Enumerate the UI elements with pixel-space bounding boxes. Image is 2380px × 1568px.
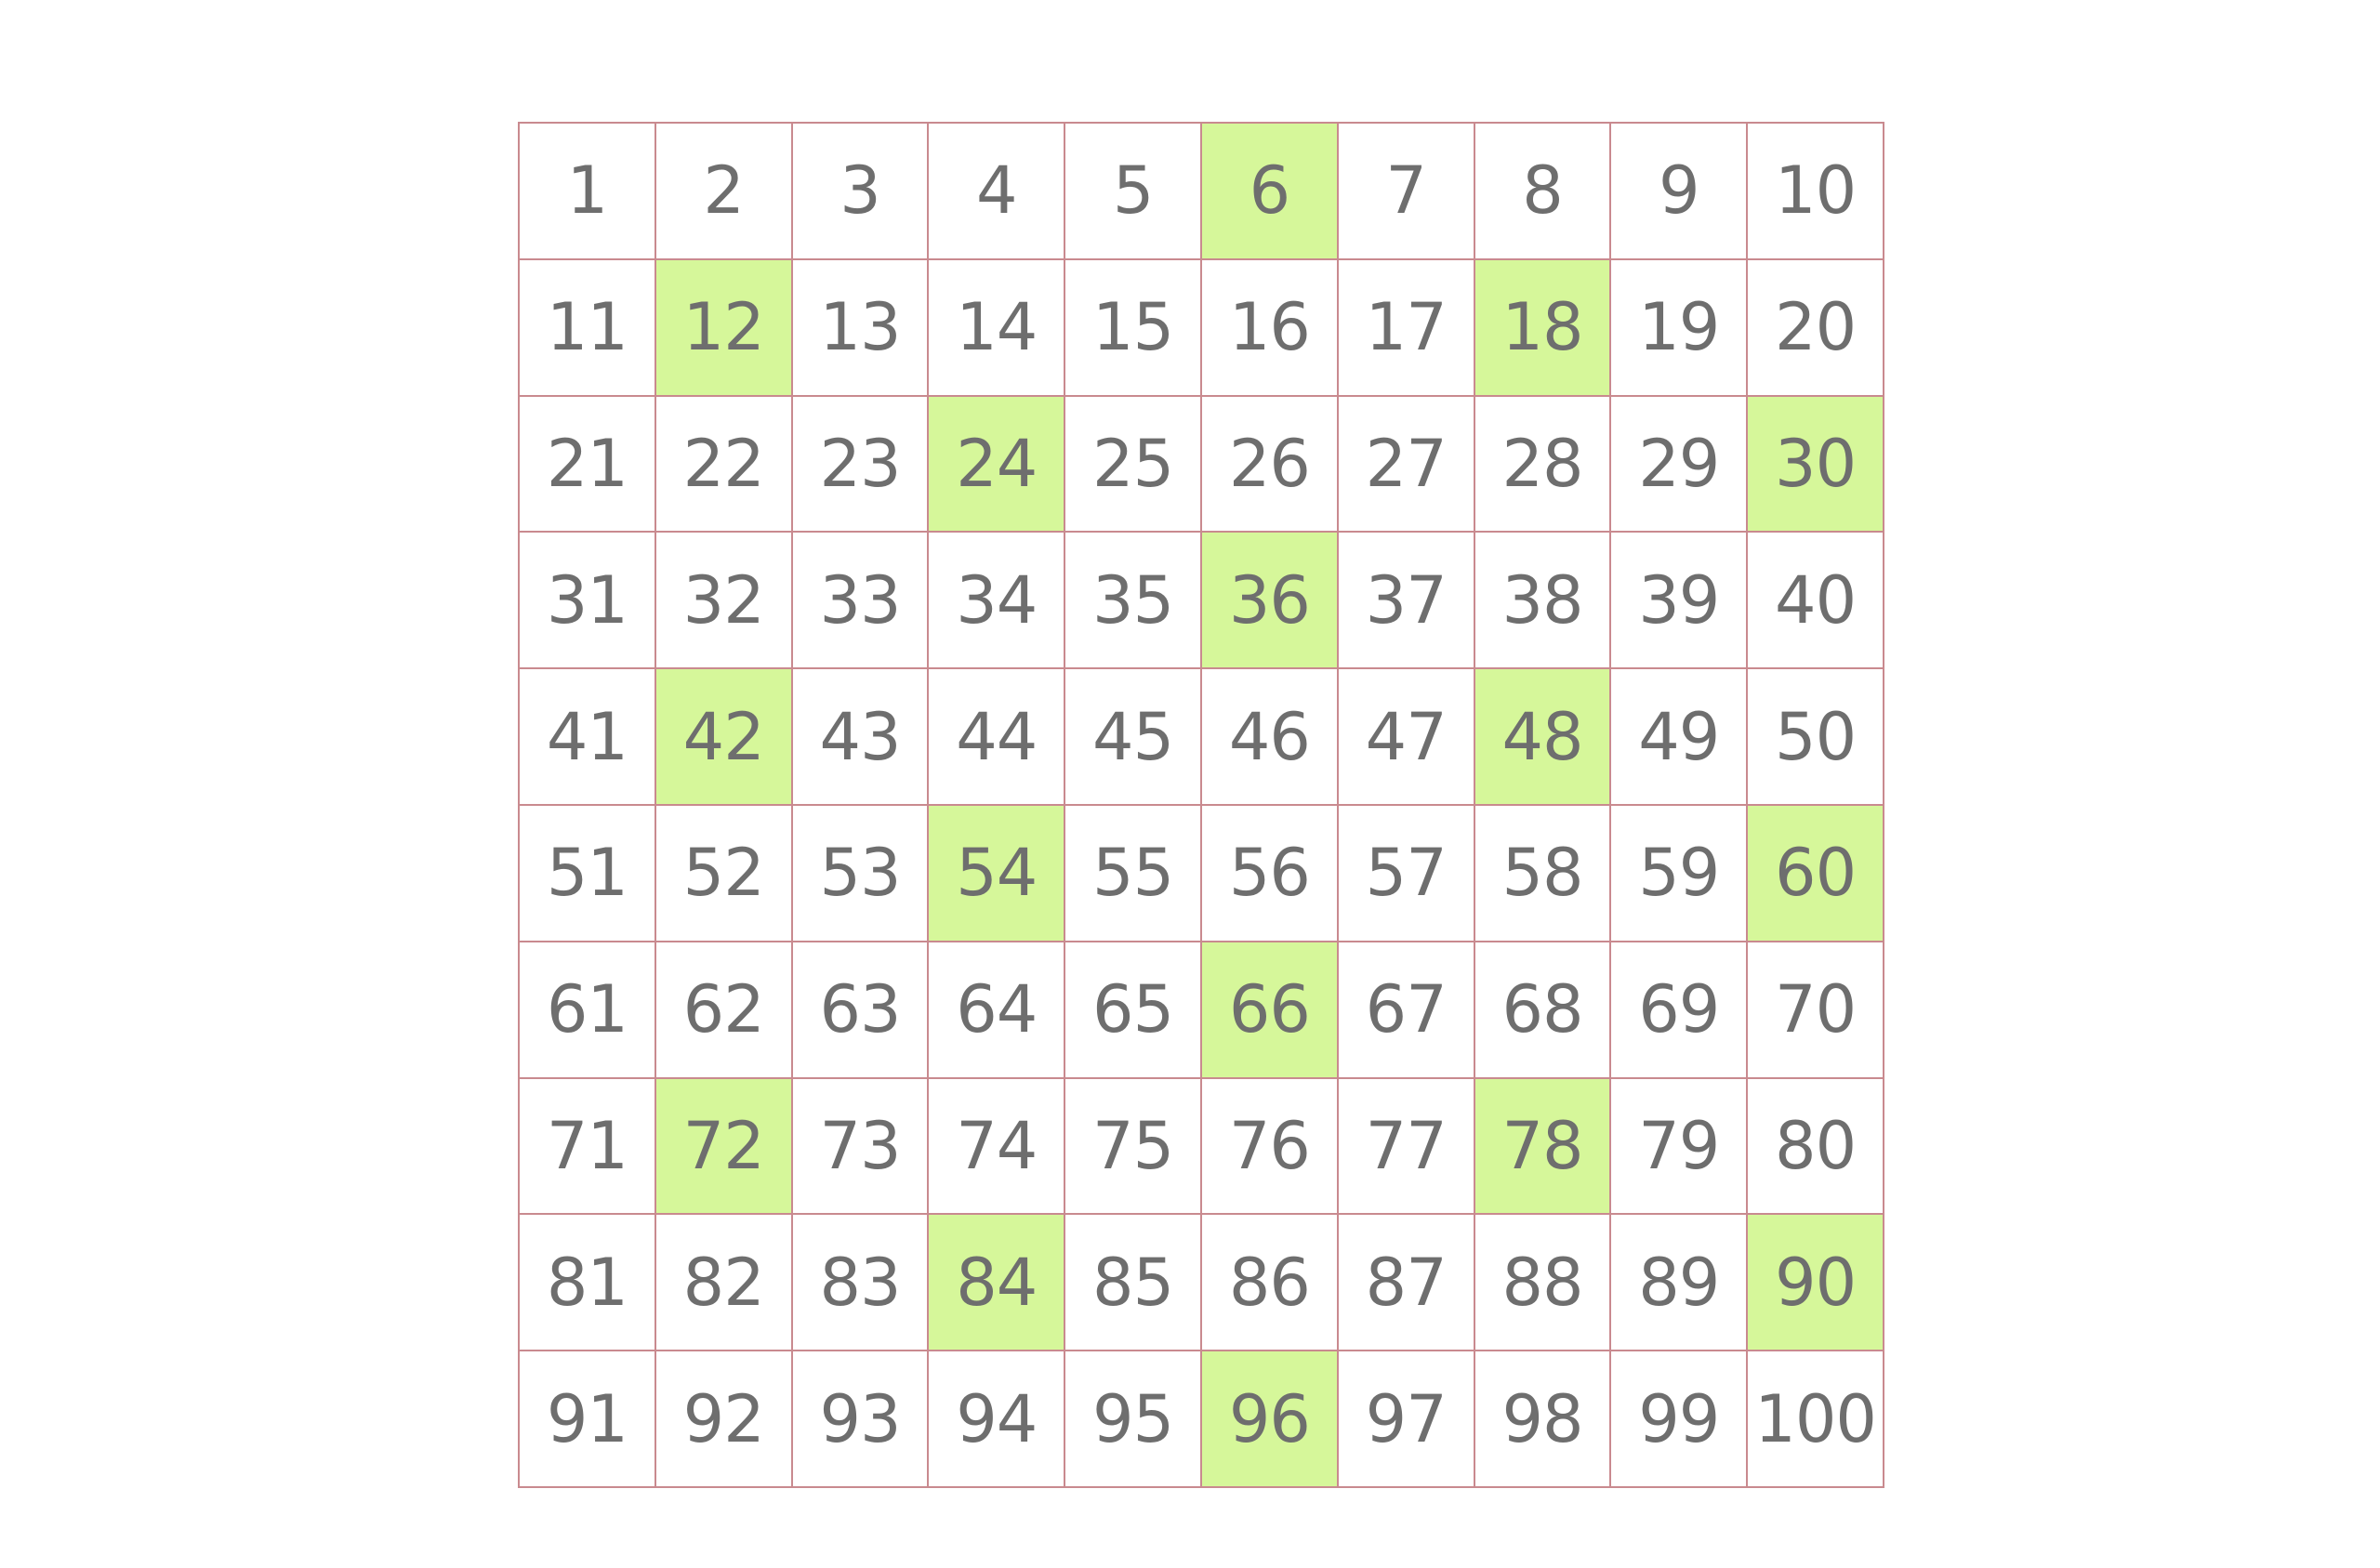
highlighted-number-cell: 18 bbox=[1475, 260, 1612, 397]
highlighted-number-cell: 42 bbox=[656, 669, 793, 806]
number-cell: 37 bbox=[1339, 533, 1475, 669]
number-cell: 38 bbox=[1475, 533, 1612, 669]
number-cell: 82 bbox=[656, 1215, 793, 1351]
number-cell: 20 bbox=[1748, 260, 1884, 397]
number-cell: 73 bbox=[793, 1079, 930, 1216]
number-cell: 4 bbox=[929, 124, 1065, 260]
number-cell: 31 bbox=[520, 533, 656, 669]
highlighted-number-cell: 6 bbox=[1202, 124, 1339, 260]
number-cell: 44 bbox=[929, 669, 1065, 806]
number-cell: 63 bbox=[793, 942, 930, 1079]
number-cell: 10 bbox=[1748, 124, 1884, 260]
number-cell: 83 bbox=[793, 1215, 930, 1351]
number-cell: 41 bbox=[520, 669, 656, 806]
number-cell: 57 bbox=[1339, 806, 1475, 942]
number-cell: 28 bbox=[1475, 397, 1612, 534]
number-cell: 52 bbox=[656, 806, 793, 942]
highlighted-number-cell: 36 bbox=[1202, 533, 1339, 669]
highlighted-number-cell: 78 bbox=[1475, 1079, 1612, 1216]
number-cell: 58 bbox=[1475, 806, 1612, 942]
number-cell: 22 bbox=[656, 397, 793, 534]
hundred-chart bbox=[518, 122, 1884, 1488]
number-cell: 19 bbox=[1611, 260, 1748, 397]
number-cell: 14 bbox=[929, 260, 1065, 397]
number-cell: 68 bbox=[1475, 942, 1612, 1079]
number-cell: 3 bbox=[793, 124, 930, 260]
number-cell: 13 bbox=[793, 260, 930, 397]
number-cell: 1 bbox=[520, 124, 656, 260]
number-cell: 61 bbox=[520, 942, 656, 1079]
number-cell: 8 bbox=[1475, 124, 1612, 260]
number-cell: 11 bbox=[520, 260, 656, 397]
highlighted-number-cell: 12 bbox=[656, 260, 793, 397]
number-cell: 9 bbox=[1611, 124, 1748, 260]
number-cell: 35 bbox=[1065, 533, 1202, 669]
highlighted-number-cell: 72 bbox=[656, 1079, 793, 1216]
number-cell: 87 bbox=[1339, 1215, 1475, 1351]
number-cell: 67 bbox=[1339, 942, 1475, 1079]
highlighted-number-cell: 24 bbox=[929, 397, 1065, 534]
number-cell: 25 bbox=[1065, 397, 1202, 534]
number-cell: 88 bbox=[1475, 1215, 1612, 1351]
number-cell: 98 bbox=[1475, 1351, 1612, 1488]
highlighted-number-cell: 60 bbox=[1748, 806, 1884, 942]
number-cell: 76 bbox=[1202, 1079, 1339, 1216]
number-cell: 100 bbox=[1748, 1351, 1884, 1488]
number-cell: 21 bbox=[520, 397, 656, 534]
highlighted-number-cell: 54 bbox=[929, 806, 1065, 942]
number-cell: 29 bbox=[1611, 397, 1748, 534]
number-cell: 55 bbox=[1065, 806, 1202, 942]
number-cell: 85 bbox=[1065, 1215, 1202, 1351]
number-cell: 2 bbox=[656, 124, 793, 260]
number-cell: 86 bbox=[1202, 1215, 1339, 1351]
highlighted-number-cell: 84 bbox=[929, 1215, 1065, 1351]
number-cell: 51 bbox=[520, 806, 656, 942]
number-cell: 46 bbox=[1202, 669, 1339, 806]
number-cell: 49 bbox=[1611, 669, 1748, 806]
highlighted-number-cell: 48 bbox=[1475, 669, 1612, 806]
number-cell: 59 bbox=[1611, 806, 1748, 942]
number-cell: 43 bbox=[793, 669, 930, 806]
number-cell: 17 bbox=[1339, 260, 1475, 397]
number-cell: 26 bbox=[1202, 397, 1339, 534]
number-cell: 56 bbox=[1202, 806, 1339, 942]
number-cell: 71 bbox=[520, 1079, 656, 1216]
number-cell: 91 bbox=[520, 1351, 656, 1488]
number-cell: 40 bbox=[1748, 533, 1884, 669]
number-cell: 80 bbox=[1748, 1079, 1884, 1216]
number-cell: 47 bbox=[1339, 669, 1475, 806]
number-cell: 45 bbox=[1065, 669, 1202, 806]
number-cell: 27 bbox=[1339, 397, 1475, 534]
number-cell: 75 bbox=[1065, 1079, 1202, 1216]
number-cell: 69 bbox=[1611, 942, 1748, 1079]
number-cell: 34 bbox=[929, 533, 1065, 669]
highlighted-number-cell: 90 bbox=[1748, 1215, 1884, 1351]
number-cell: 64 bbox=[929, 942, 1065, 1079]
number-cell: 97 bbox=[1339, 1351, 1475, 1488]
number-cell: 93 bbox=[793, 1351, 930, 1488]
number-cell: 7 bbox=[1339, 124, 1475, 260]
number-cell: 65 bbox=[1065, 942, 1202, 1079]
number-cell: 5 bbox=[1065, 124, 1202, 260]
number-cell: 74 bbox=[929, 1079, 1065, 1216]
number-cell: 50 bbox=[1748, 669, 1884, 806]
number-cell: 23 bbox=[793, 397, 930, 534]
number-cell: 81 bbox=[520, 1215, 656, 1351]
number-cell: 39 bbox=[1611, 533, 1748, 669]
number-cell: 32 bbox=[656, 533, 793, 669]
number-cell: 95 bbox=[1065, 1351, 1202, 1488]
number-cell: 99 bbox=[1611, 1351, 1748, 1488]
number-cell: 79 bbox=[1611, 1079, 1748, 1216]
number-cell: 15 bbox=[1065, 260, 1202, 397]
highlighted-number-cell: 30 bbox=[1748, 397, 1884, 534]
number-cell: 62 bbox=[656, 942, 793, 1079]
number-cell: 53 bbox=[793, 806, 930, 942]
number-cell: 33 bbox=[793, 533, 930, 669]
number-cell: 92 bbox=[656, 1351, 793, 1488]
number-cell: 77 bbox=[1339, 1079, 1475, 1216]
number-cell: 70 bbox=[1748, 942, 1884, 1079]
highlighted-number-cell: 66 bbox=[1202, 942, 1339, 1079]
highlighted-number-cell: 96 bbox=[1202, 1351, 1339, 1488]
number-cell: 89 bbox=[1611, 1215, 1748, 1351]
number-cell: 16 bbox=[1202, 260, 1339, 397]
number-cell: 94 bbox=[929, 1351, 1065, 1488]
